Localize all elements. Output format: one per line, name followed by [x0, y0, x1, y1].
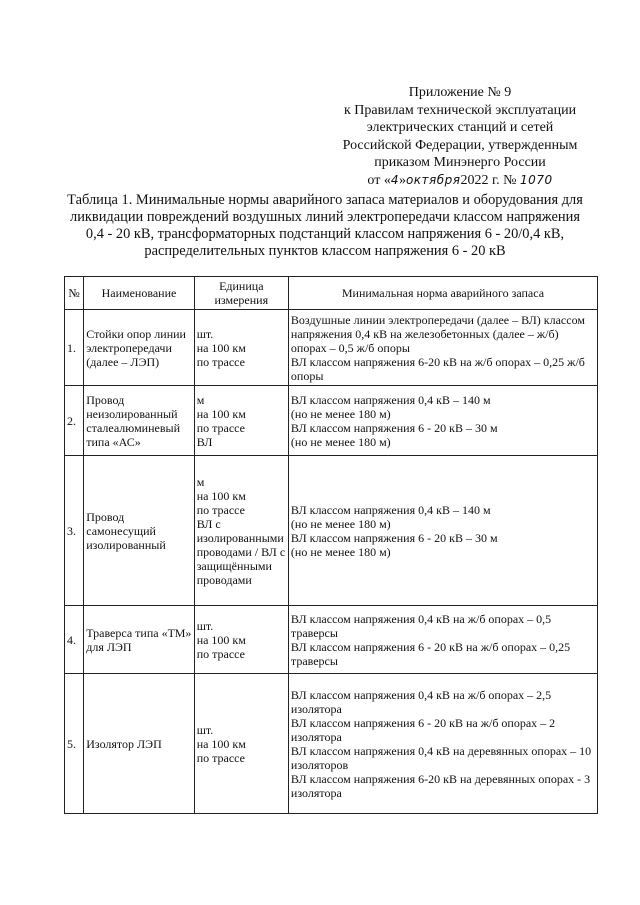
table-caption: [55, 192, 595, 260]
row-unit: шт. на 100 км по трассе: [194, 606, 288, 674]
row-num: 2.: [65, 386, 84, 456]
date-day: 4: [390, 172, 399, 187]
row-unit: м на 100 км по трассе ВЛ с изолированными проводами / ВЛ с защищёнными проводами: [194, 456, 288, 606]
caption-line: Таблица 1. Минимальные нормы аварийного запаса материалов и оборудования для: [67, 192, 583, 208]
reserve-norms-table: [64, 276, 598, 814]
table-header-row: [65, 277, 598, 310]
header-unit: Единица измерения: [194, 277, 288, 310]
row-name: Провод самонесущий изолированный: [84, 456, 194, 606]
caption-line: распределительных пунктов классом напряжения 6 - 20 кВ: [144, 243, 506, 259]
row-name: Стойки опор линии электропередачи (далее – ЛЭП): [84, 310, 194, 386]
appendix-header: [330, 84, 590, 189]
appendix-line: электрических станций и сетей: [366, 120, 554, 135]
order-number: 1070: [520, 172, 553, 187]
date-year: 2022 г. №: [460, 172, 517, 188]
appendix-line: к Правилам технической эксплуатации: [343, 102, 577, 118]
table-row: [65, 456, 598, 606]
caption-line: 0,4 - 20 кВ, трансформаторных подстанций классом напряжения 6 - 20/0,4 кВ,: [85, 226, 565, 242]
appendix-date-line: [330, 172, 590, 190]
table-row: [65, 674, 598, 814]
table-row: [65, 606, 598, 674]
row-norm: ВЛ классом напряжения 0,4 кВ – 140 м (но не менее 180 м) ВЛ классом напряжения 6 - 20 кВ – 30 м (но не менее 180 м): [288, 386, 597, 456]
date-mid: »: [398, 172, 406, 188]
row-norm: Воздушные линии электропередачи (далее – ВЛ) классом напряжения 0,4 кВ на железобетонных (далее – ж/б) опорах – 0,5 ж/б опоры ВЛ классом напряжения 6-20 кВ на ж/б опорах – 0,25 ж/б опоры: [288, 310, 597, 386]
appendix-title: Приложение № 9: [408, 85, 512, 100]
row-unit: шт. на 100 км по трассе: [194, 310, 288, 386]
appendix-line: приказом Минэнерго России: [374, 155, 546, 170]
row-norm: ВЛ классом напряжения 0,4 кВ на ж/б опорах – 2,5 изолятора ВЛ классом напряжения 6 - 20 кВ на ж/б опорах – 2 изолятора ВЛ классом напряжения 0,4 кВ на деревянных опорах – 10 изоляторов ВЛ классом напряжения 6-20 кВ на деревянных опорах - 3 изолятора: [288, 674, 597, 814]
row-name: Изолятор ЛЭП: [84, 674, 194, 814]
table-row: [65, 386, 598, 456]
row-name: Траверса типа «ТМ» для ЛЭП: [84, 606, 194, 674]
row-norm: ВЛ классом напряжения 0,4 кВ на ж/б опорах – 0,5 траверсы ВЛ классом напряжения 6 - 20 кВ на ж/б опорах – 0,25 траверсы: [288, 606, 597, 674]
header-norm: Минимальная норма аварийного запаса: [288, 277, 597, 310]
row-norm: ВЛ классом напряжения 0,4 кВ – 140 м (но не менее 180 м) ВЛ классом напряжения 6 - 20 кВ – 30 м (но не менее 180 м): [288, 456, 597, 606]
table-row: [65, 310, 598, 386]
row-name: Провод неизолированный сталеалюминевый типа «АС»: [84, 386, 194, 456]
date-month: октября: [405, 172, 461, 187]
header-name: Наименование: [84, 277, 194, 310]
row-unit: шт. на 100 км по трассе: [194, 674, 288, 814]
row-num: 3.: [65, 456, 84, 606]
row-num: 4.: [65, 606, 84, 674]
caption-line: ликвидации повреждений воздушных линий электропередачи классом напряжения: [70, 209, 580, 225]
header-num: №: [65, 277, 84, 310]
date-prefix: от «: [367, 172, 391, 188]
row-unit: м на 100 км по трассе ВЛ: [194, 386, 288, 456]
row-num: 1.: [65, 310, 84, 386]
row-num: 5.: [65, 674, 84, 814]
appendix-line: Российской Федерации, утвержденным: [342, 137, 578, 153]
